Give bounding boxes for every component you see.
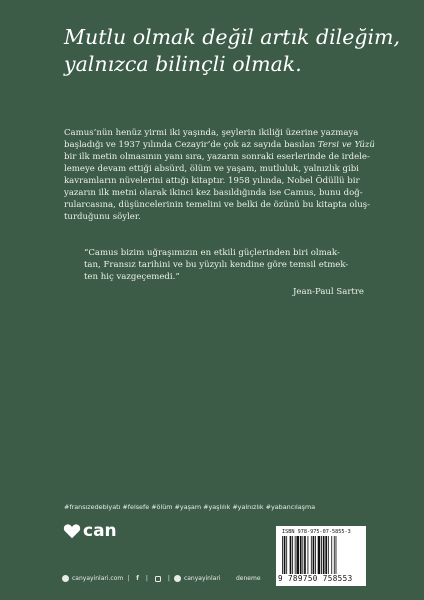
barcode-stripe bbox=[300, 536, 302, 574]
barcode-stripe bbox=[323, 536, 325, 574]
barcode-stripe bbox=[334, 536, 335, 574]
barcode-stripe bbox=[315, 536, 316, 574]
barcode-stripe bbox=[311, 536, 312, 574]
barcode-stripe bbox=[318, 536, 321, 574]
divider: | bbox=[145, 575, 148, 582]
barcode-stripe bbox=[290, 536, 292, 574]
publisher-logo-text: can bbox=[83, 521, 117, 541]
hashtags: #fransızedebiyatı #felsefe #ölüm #yaşam #yaşlılık #yalnızlık #yabancılaşma bbox=[64, 503, 316, 511]
epigraph-line: Mutlu olmak değil artık dileğim, bbox=[64, 25, 400, 49]
epigraph-quote bbox=[64, 24, 404, 78]
sartre-quote bbox=[84, 247, 374, 283]
divider: | bbox=[167, 575, 170, 582]
barcode-stripe bbox=[304, 536, 306, 574]
barcode bbox=[276, 526, 366, 586]
barcode-digits: 9 789750 758553 bbox=[278, 574, 353, 583]
publisher-handle: canyayinlari bbox=[183, 575, 221, 582]
twitter-icon bbox=[174, 575, 181, 582]
description-line: turduğunu söyler. bbox=[64, 212, 141, 222]
quote-line: “Camus bizim uğraşımızın en etkili güçlerinden biri olmak- bbox=[84, 248, 340, 258]
barcode-stripe bbox=[325, 536, 327, 574]
barcode-stripe bbox=[286, 536, 287, 574]
barcode-stripe bbox=[292, 536, 293, 574]
instagram-icon bbox=[155, 576, 161, 582]
barcode-stripe bbox=[308, 536, 309, 574]
description-line: bir ilk metin olmasının yanı sıra, yazarın sonraki eserlerinde de irdele- bbox=[64, 152, 370, 162]
quote-author: Jean-Paul Sartre bbox=[292, 287, 364, 297]
barcode-bars bbox=[282, 536, 360, 576]
publisher-website: canyayinlari.com bbox=[72, 575, 124, 582]
quote-line: ten hiç vazgeçemedi.” bbox=[84, 272, 180, 282]
description-line: lemeye devam ettiği absürd, ölüm ve yaşam, mutluluk, yalnızlık gibi bbox=[64, 164, 359, 174]
barcode-stripe bbox=[313, 536, 315, 574]
description-line: Camus’nün henüz yirmi iki yaşında, şeylerin ikiliği üzerine yazmaya bbox=[64, 128, 359, 138]
barcode-stripe bbox=[328, 536, 329, 574]
book-description bbox=[64, 127, 375, 223]
globe-icon bbox=[62, 575, 69, 582]
publisher-footer bbox=[62, 575, 220, 582]
barcode-stripe bbox=[296, 536, 299, 574]
genre-label: deneme bbox=[236, 575, 261, 582]
barcode-stripe bbox=[282, 536, 283, 574]
epigraph-line: yalnızca bilinçli olmak. bbox=[64, 52, 302, 76]
barcode-stripe bbox=[321, 536, 322, 574]
publisher-logo bbox=[63, 522, 117, 540]
description-line: yazarın ilk metni olarak ikinci kez basıldığında ise Camus, bunu doğ- bbox=[64, 188, 363, 198]
description-line: rularcasına, düşüncelerinin temelini ve belki de özünü bu kitapta oluş- bbox=[64, 200, 371, 210]
description-line bbox=[64, 139, 375, 151]
barcode-stripe bbox=[295, 536, 296, 574]
description-line-text: başladığı ve 1937 yılında Cezayir’de çok az sayıda basılan bbox=[64, 140, 316, 150]
quote-line: tan, Fransız tarihini ve bu yüzyılı kendine göre temsil etmek- bbox=[84, 260, 349, 270]
description-line: kavramların nüvelerini attığı kitaptır. 1958 yılında, Nobel Ödüllü bir bbox=[64, 176, 360, 186]
barcode-stripe bbox=[302, 536, 303, 574]
book-title: Tersi ve Yüzü bbox=[317, 140, 375, 150]
facebook-icon: f bbox=[136, 575, 139, 582]
divider: | bbox=[127, 575, 130, 582]
barcode-stripe bbox=[336, 536, 337, 574]
isbn-label: ISBN 978-975-07-5855-3 bbox=[282, 529, 351, 535]
barcode-stripe bbox=[284, 536, 286, 574]
heart-icon bbox=[63, 523, 81, 539]
barcode-stripe bbox=[331, 536, 332, 574]
